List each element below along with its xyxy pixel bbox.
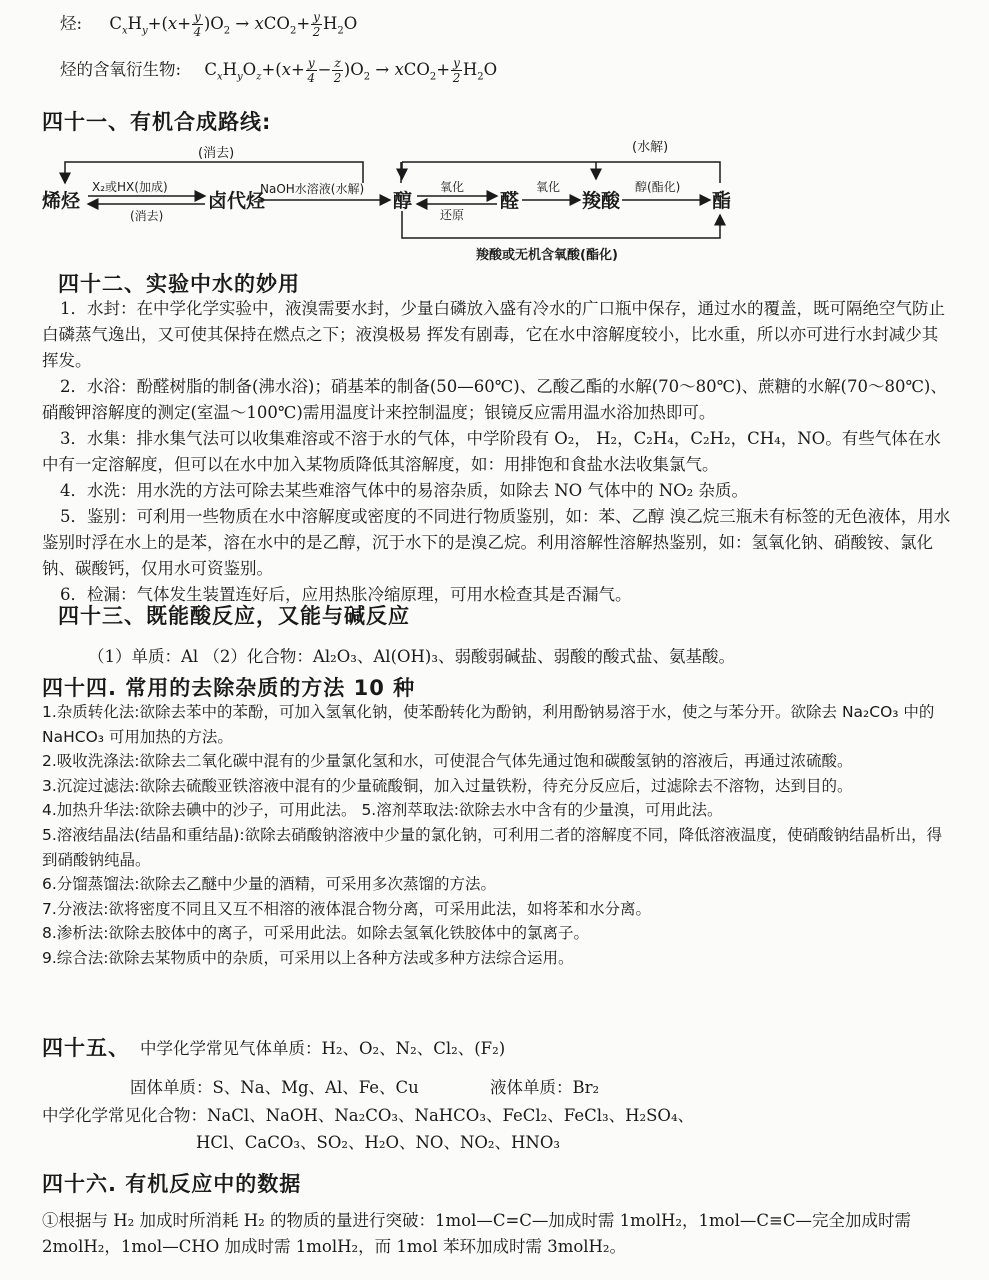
s42-item-1: 1．水封：在中学化学实验中，液溴需要水封，少量白磷放入盛有冷水的广口瓶中保存，通过水的覆盖，既可隔绝空气防止白磷蒸气逸出，又可使其保持在燃点之下；液溴极易 挥发有剧毒，它在水中溶解度较小，比水重，所以亦可进行水封减少其挥发。 <box>42 299 945 370</box>
s42-item-5: 5．鉴别：可利用一些物质在水中溶解度或密度的不同进行物质鉴别，如：苯、乙醇 溴乙烷三瓶未有标签的无色液体，用水鉴别时浮在水上的是苯，溶在水中的是乙醇，沉于水下的是溴乙烷。利用溶解性溶解热鉴别，如：氢氧化钠、硝酸铵、氯化钠、碳酸钙，仅用水可资鉴别。 <box>42 507 951 578</box>
s42-item-3: 3．水集：排水集气法可以收集难溶或不溶于水的气体，中学阶段有 O₂， H₂，C₂H₄，C₂H₂，CH₄，NO。有些气体在水中有一定溶解度，但可以在水中加入某物质降低其溶解度，如：用排饱和食盐水法收集氯气。 <box>42 429 941 474</box>
label-acid-ester: 羧酸或无机含氧酸(酯化) <box>476 248 618 263</box>
hydrocarbon-combustion <box>60 10 357 39</box>
s44-item-1: 1.杂质转化法:欲除去苯中的苯酚，可加入氢氧化钠，使苯酚转化为酚钠，利用酚钠易溶于水，使之与苯分开。欲除去 Na₂CO₃ 中的 NaHCO₃ 可用加热的方法。 <box>42 703 935 746</box>
s44-item-2: 2.吸收洗涤法:欲除去二氧化碳中混有的少量氯化氢和水，可使混合气体先通过饱和碳酸氢钠的溶液后，再通过浓硫酸。 <box>42 752 853 771</box>
s44-item-7: 7.分液法:欲将密度不同且又互不相溶的液体混合物分离，可采用此法，如将苯和水分离。 <box>42 899 652 918</box>
s42-item-4: 4．水洗：用水洗的方法可除去某些难溶气体中的易溶杂质，如除去 NO 气体中的 NO₂ 杂质。 <box>60 481 749 500</box>
label-elim-top: (消去) <box>198 146 235 161</box>
label-naoh: NaOH水溶液(水解) <box>260 182 365 196</box>
section-43-title: 四十三、既能酸反应，又能与碱反应 <box>58 604 410 628</box>
s44-item-4: 4.加热升华法:欲除去碘中的沙子，可用此法。 5.溶剂萃取法:欲除去水中含有的少量溴，可用此法。 <box>42 801 723 820</box>
hydrocarbon-eq: $C_xH_y+(x+$ $\frac{y}{4}$ )$O_2 \to xCO_2+$ $\frac{y}{2}$ $H_2O$ <box>109 10 358 39</box>
section-44-title: 四十四. 常用的去除杂质的方法 10 种 <box>42 676 416 700</box>
section-42-title: 四十二、实验中水的妙用 <box>58 272 300 296</box>
label-elim-bottom: (消去) <box>130 209 164 223</box>
label-oxidize-1: 氧化 <box>440 180 465 194</box>
label-add: X₂或HX(加成) <box>92 180 168 194</box>
organic-synthesis-diagram <box>40 135 740 265</box>
s46-item: ①根据与 H₂ 加成时所消耗 H₂ 的物质的量进行突破：1mol—C=C—加成时需 1molH₂，1mol—C≡C—完全加成时需 2molH₂，1mol—CHO 加成时需 1molH₂，而 1mol 苯环加成时需 3molH₂。 <box>42 1211 911 1256</box>
label-hydrolysis: (水解) <box>632 140 669 155</box>
oxy-combustion <box>60 56 497 85</box>
section-44-body <box>42 700 952 971</box>
node-alcohol: 醇 <box>393 190 413 212</box>
s44-item-8: 8.渗析法:欲除去胶体中的离子，可采用此法。如除去氢氧化铁胶体中的氯离子。 <box>42 924 590 943</box>
section-46-body <box>42 1208 952 1260</box>
oxy-eq: $C_xH_yO_z+(x+$ $\frac{y}{4}$ − $\frac{z}{2}$ )$O_2 \to xCO_2+$ $\frac{y}{2}$ $H_2O$ <box>204 56 498 85</box>
s43-line: （1）单质：Al （2）化合物：Al₂O₃、Al(OH)₃、弱酸弱碱盐、弱酸的酸式盐、氨基酸。 <box>88 647 735 666</box>
s45-compounds-1: 中学化学常见化合物：NaCl、NaOH、Na₂CO₃、NaHCO₃、FeCl₂、FeCl₃、H₂SO₄、 <box>42 1106 695 1125</box>
s44-item-6: 6.分馏蒸馏法:欲除去乙醚中少量的酒精，可采用多次蒸馏的方法。 <box>42 875 497 894</box>
s45-liquid: 液体单质：Br₂ <box>490 1078 600 1097</box>
s45-solid: 固体单质：S、Na、Mg、Al、Fe、Cu <box>130 1078 419 1097</box>
node-acid: 羧酸 <box>582 190 621 212</box>
node-alkene: 烯烃 <box>42 190 81 212</box>
oxy-label: 烃的含氧衍生物: <box>60 60 182 79</box>
s44-item-3: 3.沉淀过滤法:欲除去硫酸亚铁溶液中混有的少量硫酸铜，加入过量铁粉，待充分反应后，过滤除去不溶物，达到目的。 <box>42 776 853 795</box>
label-alc-ester: 醇(酯化) <box>635 180 681 194</box>
label-reduce: 还原 <box>440 208 465 222</box>
section-46-title: 四十六. 有机反应中的数据 <box>42 1172 302 1196</box>
node-halide: 卤代烃 <box>208 190 266 212</box>
hydrocarbon-label: 烃: <box>60 14 83 33</box>
s44-item-9: 9.综合法:欲除去某物质中的杂质，可采用以上各种方法或多种方法综合运用。 <box>42 948 574 967</box>
s42-item-2: 2．水浴：酚醛树脂的制备(沸水浴)；硝基苯的制备(50—60℃)、乙酸乙酯的水解(70～80℃)、蔗糖的水解(70～80℃)、硝酸钾溶解度的测定(室温～100℃)需用温度计来控制温度；银镜反应需用温水浴加热即可。 <box>42 377 947 422</box>
s42-item-6: 6．检漏：气体发生装置连好后，应用热胀冷缩原理，可用水检查其是否漏气。 <box>60 585 632 604</box>
s44-item-5: 5.溶液结晶法(结晶和重结晶):欲除去硝酸钠溶液中少量的氯化钠，可利用二者的溶解度不同，降低溶液温度，使硝酸钠结晶析出，得到硝酸钠纯晶。 <box>42 825 943 869</box>
s45-compounds-2: HCl、CaCO₃、SO₂、H₂O、NO、NO₂、HNO₃ <box>196 1133 561 1152</box>
label-oxidize-2: 氧化 <box>536 180 561 194</box>
node-ester: 酯 <box>712 190 732 212</box>
node-aldehyde: 醛 <box>500 190 520 212</box>
section-42-body <box>42 296 952 608</box>
s45-gas: 中学化学常见气体单质：H₂、O₂、N₂、Cl₂、(F₂) <box>140 1039 506 1058</box>
section-45-title: 四十五、 <box>42 1036 130 1060</box>
section-41-title: 四十一、有机合成路线: <box>42 110 272 134</box>
